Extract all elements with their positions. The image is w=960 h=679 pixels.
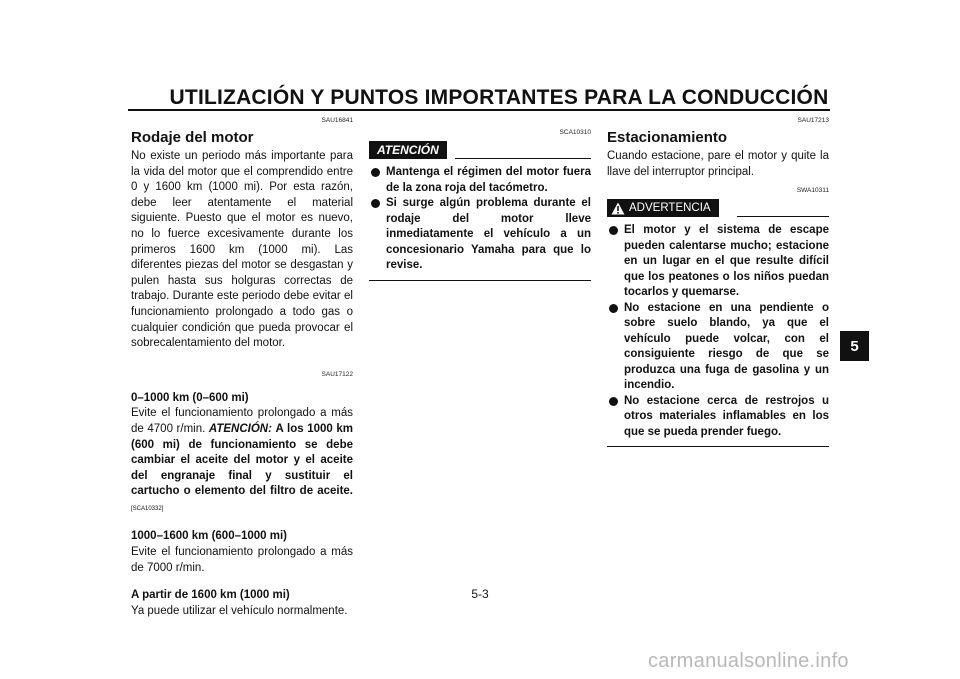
section-heading-break-in: Rodaje del motor	[131, 129, 254, 146]
column-break-in	[131, 116, 353, 619]
page-number: 5-3	[471, 587, 489, 601]
watermark: carmanualsonline.info	[648, 650, 849, 672]
stage1-bold-text: A los 1000 km (600 mi) de funcionamiento se debe cambiar el aceite del motor y el aceite del engranaje final y sustituir el cartucho o elemento del filtro de aceite.	[131, 422, 353, 498]
advertencia-header	[607, 199, 829, 217]
stage1-ref-code: [SCA10332]	[131, 505, 164, 512]
break-in-intro: No existe un periodo más importante para la vida del motor que el comprendido entre 0 y 1600 km (1000 mi). Por esta razón, debe leer atentamente el material siguiente. Puesto que el motor es nuevo, no lo fuerce excesivamente durante los primeros 1600 km (1000 mi). Las diferentes piezas del motor se desgastan y pulen hasta sus holguras correctas de trabajo. Durante este periodo debe evitar el funcionamiento prolongado a todo gas o cualquier condición que pueda provocar el sobrecalentamiento del motor.	[131, 150, 353, 350]
bullet-dot-icon	[609, 226, 618, 235]
list-item: El motor y el sistema de escape pueden calentarse mucho; estacione en un lugar en el que resulte difícil que los peatones o los niños puedan tocarlos y quemarse.	[607, 223, 829, 301]
stage2-text: Evite el funcionamiento prolongado a más de 7000 r/min.	[131, 546, 353, 574]
ref-code: SCA10310	[559, 129, 591, 136]
bullet-dot-icon	[609, 304, 618, 313]
stage1-atencion-label: ATENCIÓN:	[208, 422, 272, 435]
section-heading-parking: Estacionamiento	[607, 129, 728, 146]
ref-code: SWA10311	[796, 187, 829, 195]
ref-code: SAU17213	[797, 117, 829, 124]
ref-code: SAU17122	[321, 370, 353, 378]
chapter-tab[interactable]: 5	[840, 331, 869, 361]
page-header-title: UTILIZACIÓN Y PUNTOS IMPORTANTES PARA LA CONDUCCIÓN	[169, 86, 829, 109]
header-rule	[128, 109, 830, 111]
stage2-title: 1000–1600 km (600–1000 mi)	[131, 530, 288, 543]
advertencia-list	[607, 223, 829, 440]
list-item: No estacione en una pendiente o sobre suelo blando, ya que el vehículo puede volcar, con el consiguiente riesgo de que se produzca una fuga de gasolina y un incendio.	[607, 301, 829, 394]
warning-triangle-icon	[611, 202, 625, 215]
stage3-text: Ya puede utilizar el vehículo normalmente.	[131, 604, 348, 617]
atencion-header	[369, 141, 591, 159]
atencion-list	[369, 165, 591, 274]
advertencia-end-rule	[607, 446, 829, 447]
stage1-title: 0–1000 km (0–600 mi)	[131, 391, 249, 404]
ref-code: SAU16841	[321, 117, 353, 124]
advertencia-rule	[737, 216, 829, 217]
column-atencion	[369, 116, 591, 281]
parking-intro: Cuando estacione, pare el motor y quite la llave del interruptor principal.	[607, 150, 829, 178]
advertencia-badge	[607, 199, 719, 217]
list-item: No estacione cerca de restrojos u otros materiales inflamables en los que se pueda prender fuego.	[607, 394, 829, 441]
bullet-dot-icon	[371, 199, 380, 208]
stage1-body	[131, 406, 353, 517]
advertencia-label: ADVERTENCIA	[629, 202, 711, 215]
column-parking	[607, 116, 829, 447]
bullet-dot-icon	[609, 397, 618, 406]
atencion-rule	[455, 158, 591, 159]
stage3-title: A partir de 1600 km (1000 mi)	[131, 589, 290, 602]
list-item: Mantenga el régimen del motor fuera de la zona roja del tacómetro.	[369, 165, 591, 196]
stage1-text: Evite el funcionamiento prolongado a más de 4700 r/min.	[131, 407, 353, 435]
bullet-dot-icon	[371, 168, 380, 177]
atencion-label: ATENCIÓN	[369, 141, 447, 159]
list-item: Si surge algún problema durante el rodaje del motor lleve inmediatamente el vehículo a un concesionario Yamaha para que lo revise.	[369, 196, 591, 274]
atencion-end-rule	[369, 280, 591, 281]
